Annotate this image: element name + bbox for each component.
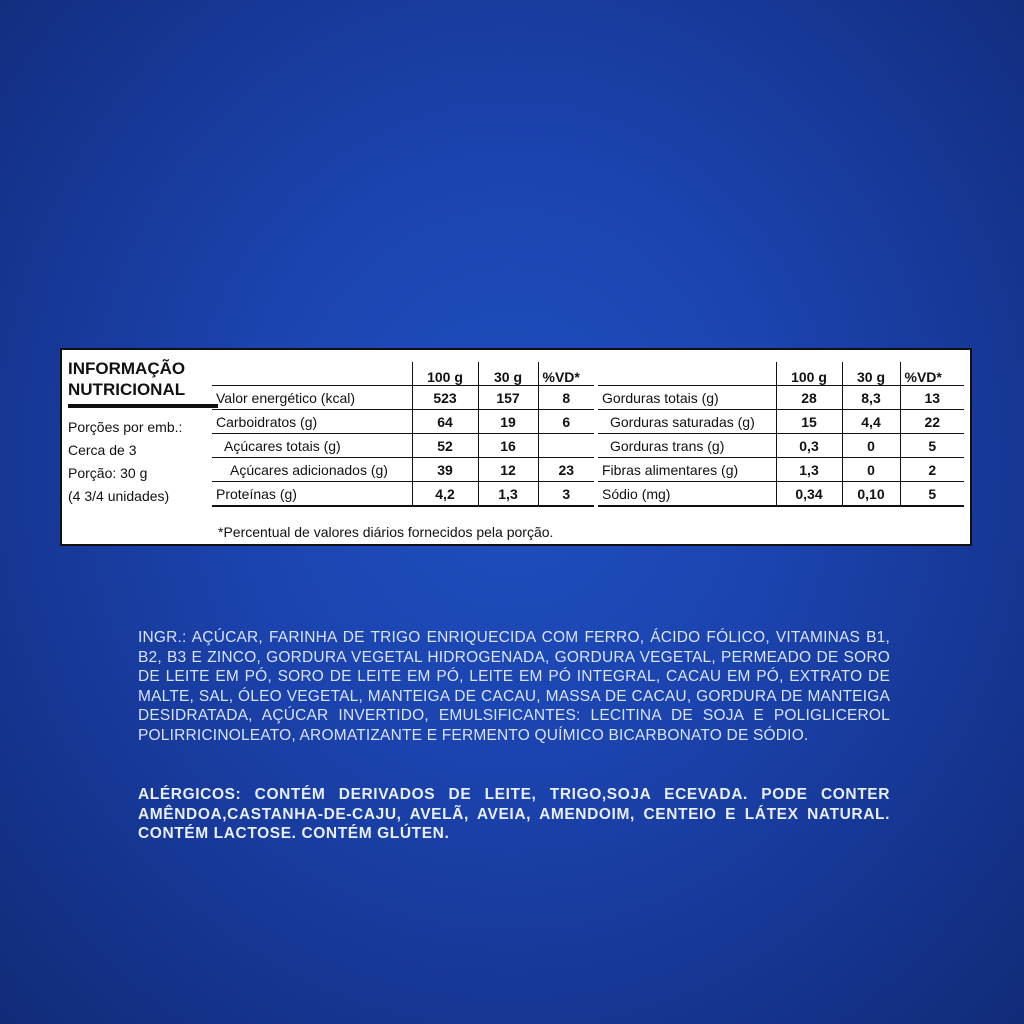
header-100g: 100 g <box>776 362 842 386</box>
nutrition-table-right <box>598 362 964 507</box>
table-row: Gorduras totais (g) 28 8,3 13 <box>598 386 964 410</box>
header-vd: %VD* <box>538 362 594 386</box>
table-row: Proteínas (g) 4,2 1,3 3 <box>212 482 594 507</box>
portion-size: Porção: 30 g <box>68 465 148 481</box>
portion-units: (4 3/4 unidades) <box>68 488 170 504</box>
portions-value: Cerca de 3 <box>68 442 137 458</box>
header-vd: %VD* <box>900 362 964 386</box>
allergens-text: ALÉRGICOS: CONTÉM DERIVADOS DE LEITE, TRIGO,SOJA ECEVADA. PODE CONTER AMÊNDOA,CASTANHA-DE-CAJU, AVELÃ, AVEIA, AMENDOIM, CENTEIO E LÁTEX NATURAL. CONTÉM LACTOSE. CONTÉM GLÚTEN. <box>138 786 890 842</box>
table-row: Carboidratos (g) 64 19 6 <box>212 410 594 434</box>
table-row: Fibras alimentares (g) 1,3 0 2 <box>598 458 964 482</box>
header-30g: 30 g <box>478 362 538 386</box>
table-row: Gorduras trans (g) 0,3 0 5 <box>598 434 964 458</box>
nutrition-facts-panel <box>60 348 972 546</box>
header-30g: 30 g <box>842 362 900 386</box>
table-row: Valor energético (kcal) 523 157 8 <box>212 386 594 410</box>
table-row: Sódio (mg) 0,34 0,10 5 <box>598 482 964 507</box>
nutrition-title: INFORMAÇÃO NUTRICIONAL <box>68 358 218 408</box>
ingredients-text: INGR.: AÇÚCAR, FARINHA DE TRIGO ENRIQUECIDA COM FERRO, ÁCIDO FÓLICO, VITAMINAS B1, B2, B3 E ZINCO, GORDURA VEGETAL HIDROGENADA, GORDURA VEGETAL, PERMEADO DE SORO DE LEITE EM PÓ, SORO DE LEITE EM PÓ, LEITE EM PÓ INTEGRAL, CACAU EM PÓ, EXTRATO DE MALTE, SAL, ÓLEO VEGETAL, MANTEIGA DE CACAU, MASSA DE CACAU, GORDURA DE MANTEIGA DESIDRATADA, AÇÚCAR INVERTIDO, EMULSIFICANTES: LECITINA DE SOJA E POLIGLICEROL POLIRRICINOLEATO, AROMATIZANTE E FERMENTO QUÍMICO BICARBONATO DE SÓDIO. <box>138 629 890 744</box>
header-100g: 100 g <box>412 362 478 386</box>
footnote: *Percentual de valores diários fornecidos pela porção. <box>218 524 554 540</box>
portions-label: Porções por emb.: <box>68 419 183 435</box>
table-row: Açúcares totais (g) 52 16 <box>212 434 594 458</box>
table-row: Gorduras saturadas (g) 15 4,4 22 <box>598 410 964 434</box>
nutrition-table-left <box>212 362 594 507</box>
nutrition-side-info <box>68 358 218 508</box>
table-row: Açúcares adicionados (g) 39 12 23 <box>212 458 594 482</box>
